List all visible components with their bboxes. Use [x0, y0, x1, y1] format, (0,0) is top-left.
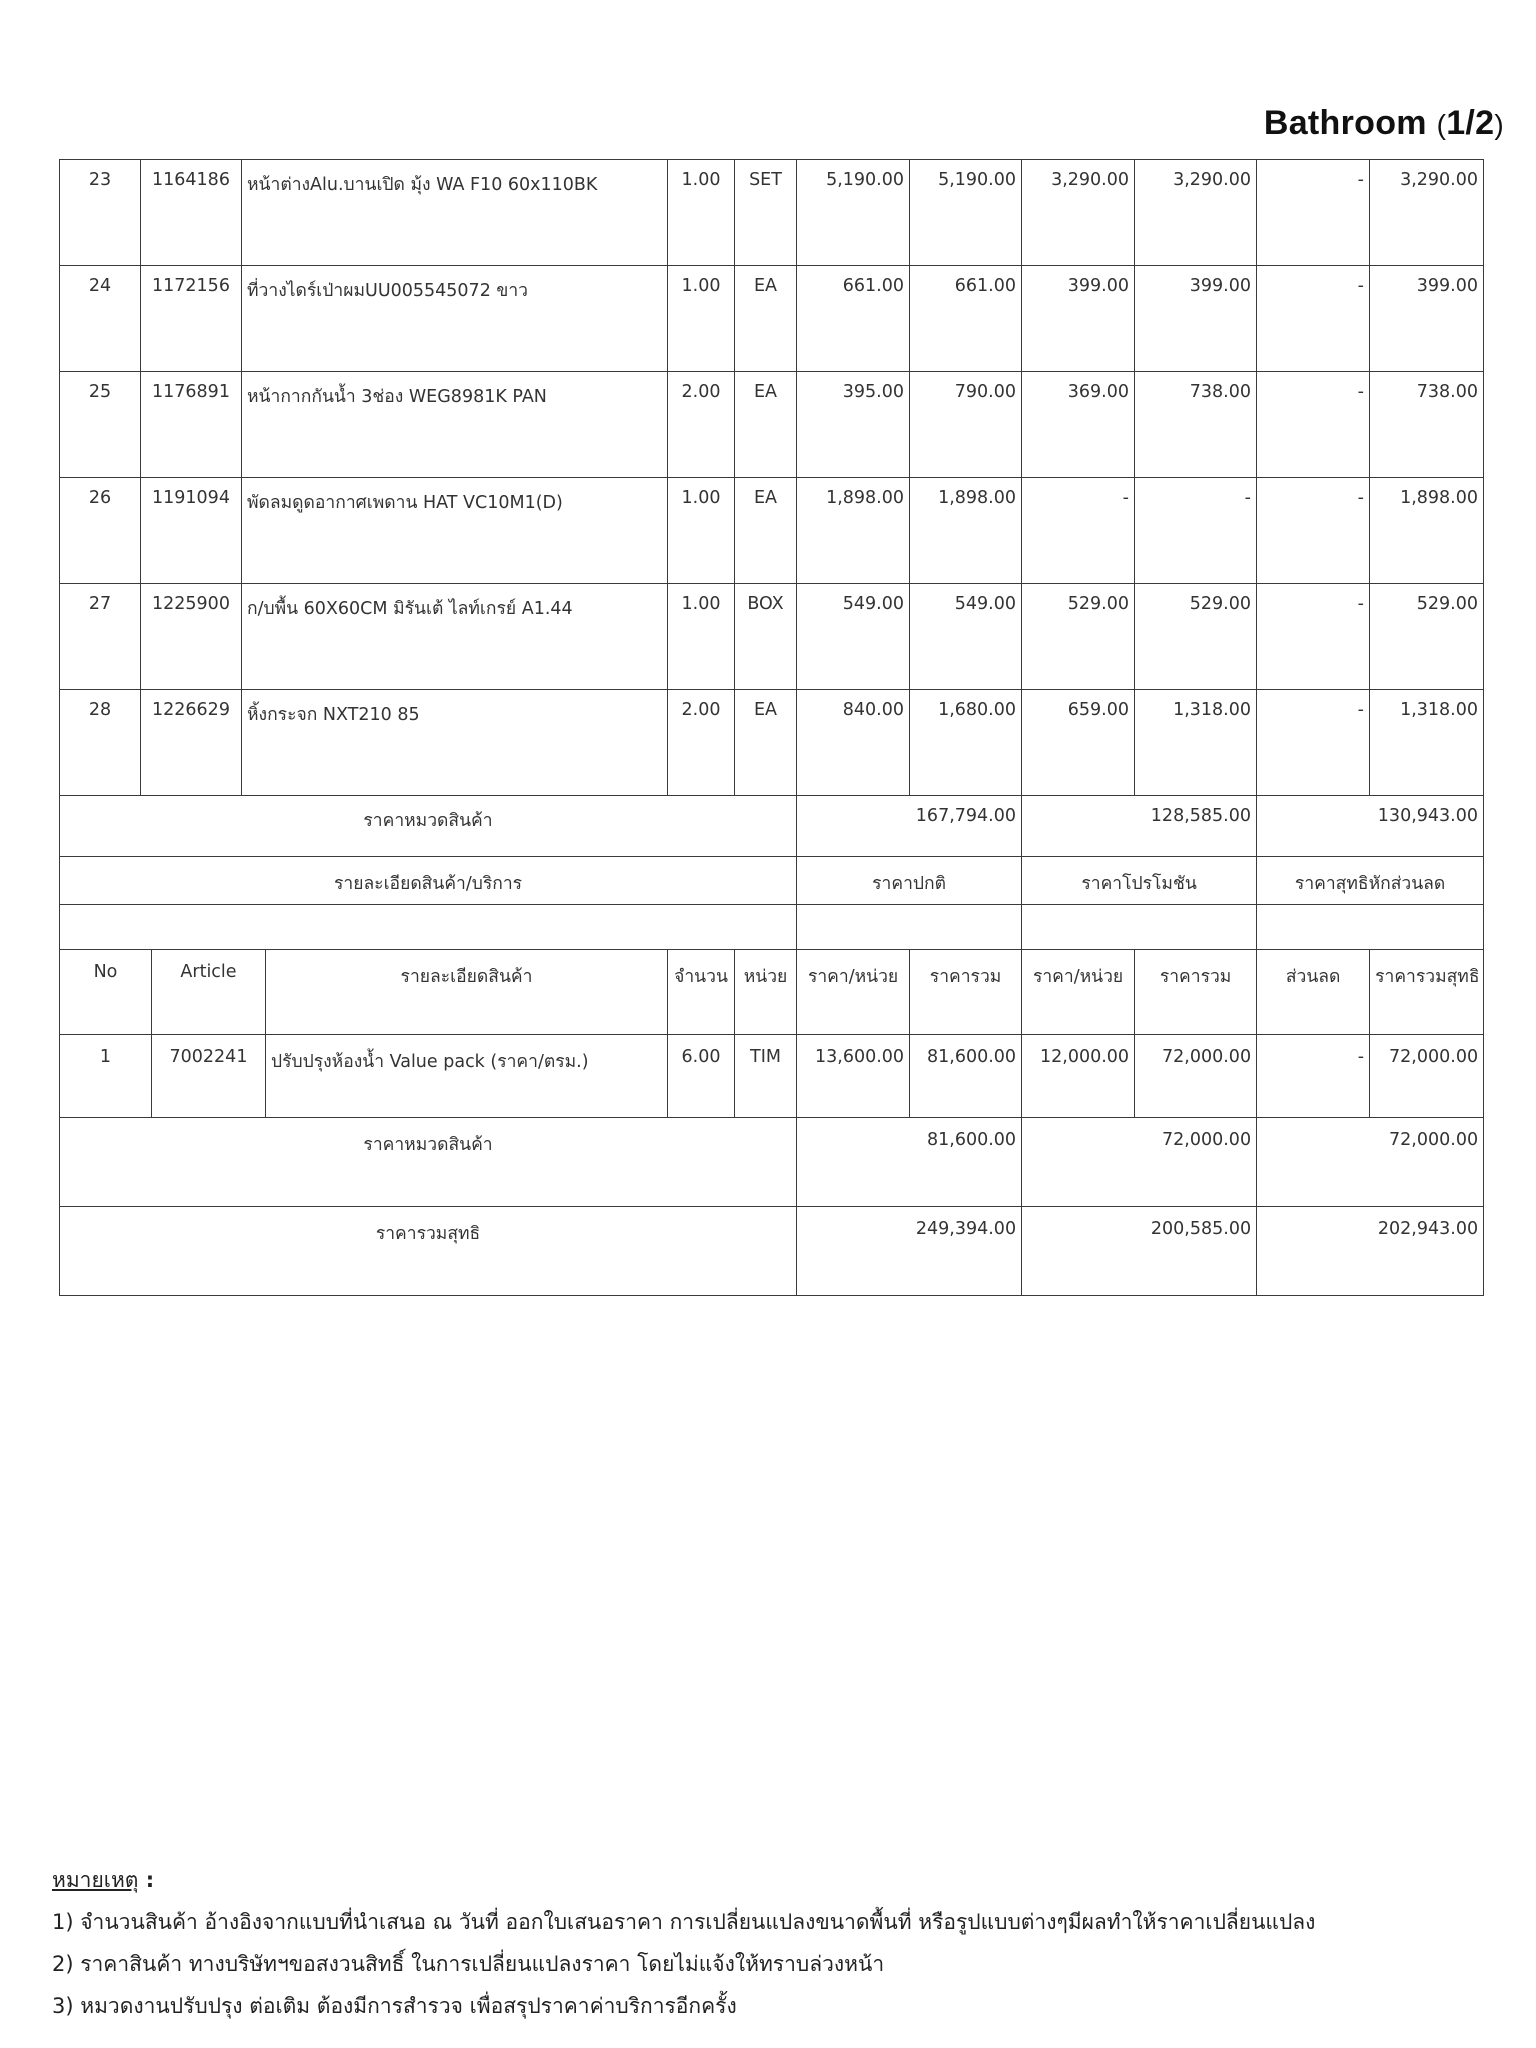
table-row: [60, 372, 1484, 478]
item-no: 27: [60, 584, 141, 690]
item-promo-total: -: [1135, 478, 1257, 584]
item-price-total: 1,680.00: [910, 690, 1022, 796]
item-discount: -: [1257, 478, 1370, 584]
item-price-unit: 840.00: [797, 690, 910, 796]
item-price-total: 549.00: [910, 584, 1022, 690]
item-article: 1191094: [141, 478, 242, 584]
item-description: ปรับปรุงห้องน้ำ Value pack (ราคา/ตรม.): [266, 1035, 668, 1118]
category-total-promo: 128,585.00: [1022, 796, 1257, 905]
item-promo-unit: 369.00: [1022, 372, 1135, 478]
item-promo-total: 72,000.00: [1135, 1035, 1257, 1118]
item-no: 28: [60, 690, 141, 796]
notes-title: หมายเหตุ: [52, 1868, 139, 1892]
column-header-unit: หน่วย: [735, 950, 797, 1035]
item-promo-total: 399.00: [1135, 266, 1257, 372]
item-unit: BOX: [735, 584, 797, 690]
column-header-promo-unit: ราคา/หน่วย: [1022, 950, 1135, 1035]
grand-total-net: 202,943.00: [1257, 1207, 1484, 1296]
item-quantity: 2.00: [668, 372, 735, 478]
item-promo-total: 738.00: [1135, 372, 1257, 478]
grand-total-row: [60, 1207, 1484, 1296]
category-total-row: [60, 1118, 1484, 1207]
item-net-total: 399.00: [1370, 266, 1484, 372]
section-header-normal-price: ราคาปกติ: [797, 857, 1022, 950]
item-unit: EA: [735, 478, 797, 584]
item-net-total: 3,290.00: [1370, 160, 1484, 266]
item-unit: EA: [735, 266, 797, 372]
note-line-1: 1) จำนวนสินค้า อ้างอิงจากแบบที่นำเสนอ ณ วันที่ ออกใบเสนอราคา การเปลี่ยนแปลงขนาดพื้นที่ หรือรูปแบบต่างๆมีผลทำให้ราคาเปลี่ยนแปลง: [52, 1910, 1316, 1934]
note-line-3: 3) หมวดงานปรับปรุง ต่อเติม ต้องมีการสำรวจ เพื่อสรุปราคาค่าบริการอีกครั้ง: [52, 1994, 737, 2018]
item-promo-unit: 659.00: [1022, 690, 1135, 796]
item-description: พัดลมดูดอากาศเพดาน HAT VC10M1(D): [242, 478, 668, 584]
item-promo-total: 1,318.00: [1135, 690, 1257, 796]
item-net-total: 1,318.00: [1370, 690, 1484, 796]
notes-section: [52, 1859, 1492, 2027]
category-total-normal: 167,794.00: [797, 796, 1022, 905]
item-promo-unit: 399.00: [1022, 266, 1135, 372]
item-description: หิ้งกระจก NXT210 85: [242, 690, 668, 796]
column-header-row: [60, 950, 1484, 1035]
category-total-normal: 81,600.00: [797, 1118, 1022, 1207]
item-promo-unit: -: [1022, 478, 1135, 584]
item-promo-unit: 529.00: [1022, 584, 1135, 690]
item-price-total: 790.00: [910, 372, 1022, 478]
item-price-total: 1,898.00: [910, 478, 1022, 584]
item-discount: -: [1257, 584, 1370, 690]
column-header-article: Article: [152, 950, 266, 1035]
item-promo-total: 529.00: [1135, 584, 1257, 690]
page-title-text: Bathroom: [1263, 104, 1427, 142]
service-table: [59, 856, 1484, 1296]
item-no: 26: [60, 478, 141, 584]
item-price-unit: 661.00: [797, 266, 910, 372]
item-net-total: 738.00: [1370, 372, 1484, 478]
item-promo-total: 3,290.00: [1135, 160, 1257, 266]
grand-total-label: ราคารวมสุทธิ: [60, 1207, 797, 1296]
item-unit: EA: [735, 690, 797, 796]
item-price-total: 5,190.00: [910, 160, 1022, 266]
table-row: [60, 690, 1484, 796]
item-article: 1176891: [141, 372, 242, 478]
item-price-total: 81,600.00: [910, 1035, 1022, 1118]
item-no: 1: [60, 1035, 152, 1118]
item-unit: SET: [735, 160, 797, 266]
column-header-price-total: ราคารวม: [910, 950, 1022, 1035]
item-price-unit: 1,898.00: [797, 478, 910, 584]
column-header-quantity: จำนวน: [668, 950, 735, 1035]
item-quantity: 1.00: [668, 160, 735, 266]
item-quantity: 6.00: [668, 1035, 735, 1118]
item-discount: -: [1257, 1035, 1370, 1118]
item-discount: -: [1257, 266, 1370, 372]
item-discount: -: [1257, 160, 1370, 266]
table-row: [60, 478, 1484, 584]
page-indicator: 1/2: [1446, 104, 1495, 142]
item-description: หน้ากากกันน้ำ 3ช่อง WEG8981K PAN: [242, 372, 668, 478]
item-net-total: 72,000.00: [1370, 1035, 1484, 1118]
category-total-label: ราคาหมวดสินค้า: [60, 796, 797, 905]
page-title: Bathroom (1/2): [1263, 104, 1504, 142]
item-net-total: 529.00: [1370, 584, 1484, 690]
item-unit: TIM: [735, 1035, 797, 1118]
item-article: 1225900: [141, 584, 242, 690]
table-row: [60, 266, 1484, 372]
item-price-unit: 5,190.00: [797, 160, 910, 266]
item-article: 1172156: [141, 266, 242, 372]
category-total-label: ราคาหมวดสินค้า: [60, 1118, 797, 1207]
category-total-promo: 72,000.00: [1022, 1118, 1257, 1207]
item-no: 25: [60, 372, 141, 478]
section-header-details: รายละเอียดสินค้า/บริการ: [60, 857, 797, 950]
column-header-price-unit: ราคา/หน่วย: [797, 950, 910, 1035]
note-line-2: 2) ราคาสินค้า ทางบริษัทฯขอสงวนสิทธิ์ ในการเปลี่ยนแปลงราคา โดยไม่แจ้งให้ทราบล่วงหน้า: [52, 1952, 885, 1976]
item-article: 1164186: [141, 160, 242, 266]
column-header-no: No: [60, 950, 152, 1035]
item-description: ที่วางไดร์เป่าผมUU005545072 ขาว: [242, 266, 668, 372]
section-header-row: [60, 857, 1484, 950]
category-total-net: 72,000.00: [1257, 1118, 1484, 1207]
item-no: 23: [60, 160, 141, 266]
item-quantity: 1.00: [668, 478, 735, 584]
item-price-unit: 549.00: [797, 584, 910, 690]
item-description: หน้าต่างAlu.บานเปิด มุ้ง WA F10 60x110BK: [242, 160, 668, 266]
item-discount: -: [1257, 372, 1370, 478]
column-header-discount: ส่วนลด: [1257, 950, 1370, 1035]
item-article: 7002241: [152, 1035, 266, 1118]
table-row: [60, 584, 1484, 690]
item-quantity: 1.00: [668, 266, 735, 372]
item-unit: EA: [735, 372, 797, 478]
item-no: 24: [60, 266, 141, 372]
section-header-net-price: ราคาสุทธิหักส่วนลด: [1257, 857, 1484, 950]
item-discount: -: [1257, 690, 1370, 796]
table-row: [60, 1035, 1484, 1118]
section-header-promo-price: ราคาโปรโมชัน: [1022, 857, 1257, 950]
item-promo-unit: 12,000.00: [1022, 1035, 1135, 1118]
items-table: [59, 159, 1484, 905]
item-price-unit: 13,600.00: [797, 1035, 910, 1118]
category-total-net: 130,943.00: [1257, 796, 1484, 905]
item-net-total: 1,898.00: [1370, 478, 1484, 584]
column-header-description: รายละเอียดสินค้า: [266, 950, 668, 1035]
column-header-promo-total: ราคารวม: [1135, 950, 1257, 1035]
item-quantity: 1.00: [668, 584, 735, 690]
notes-colon: :: [138, 1868, 155, 1892]
column-header-net-total: ราคารวมสุทธิ: [1370, 950, 1484, 1035]
item-promo-unit: 3,290.00: [1022, 160, 1135, 266]
table-row: [60, 160, 1484, 266]
item-price-unit: 395.00: [797, 372, 910, 478]
notes-heading: [52, 1859, 1492, 1901]
item-article: 1226629: [141, 690, 242, 796]
grand-total-normal: 249,394.00: [797, 1207, 1022, 1296]
grand-total-promo: 200,585.00: [1022, 1207, 1257, 1296]
item-price-total: 661.00: [910, 266, 1022, 372]
item-quantity: 2.00: [668, 690, 735, 796]
item-description: ก/บพื้น 60X60CM มิรันเต้ ไลท์เกรย์ A1.44: [242, 584, 668, 690]
